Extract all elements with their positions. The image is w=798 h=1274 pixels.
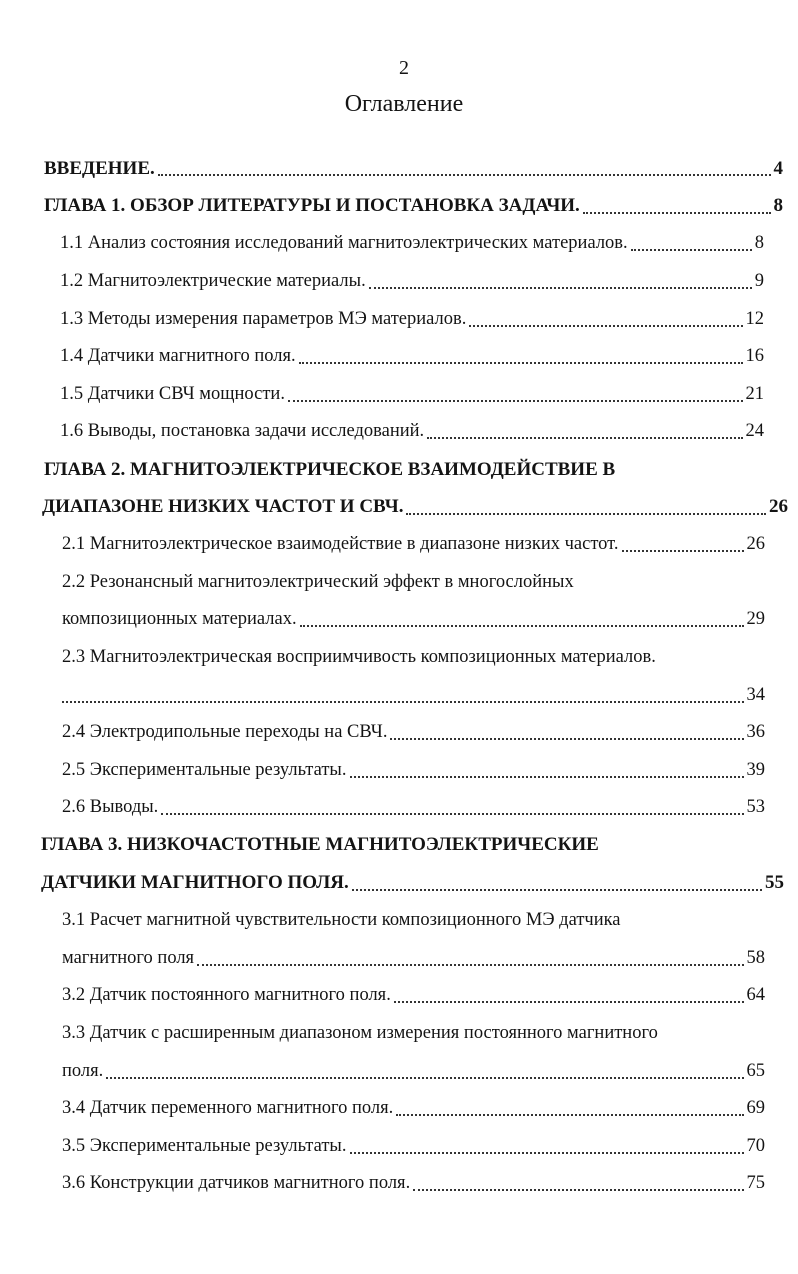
- toc-entry-text: 3.4 Датчик переменного магнитного поля.: [62, 1098, 394, 1119]
- toc-entry-page: 21: [745, 383, 764, 404]
- toc-entry-text: ДАТЧИКИ МАГНИТНОГО ПОЛЯ.: [41, 872, 349, 894]
- toc-entry-1-1[interactable]: [0, 225, 798, 263]
- dot-leader: [396, 1113, 743, 1116]
- toc-title: Оглавление: [344, 91, 464, 117]
- toc-entry-page: 16: [745, 346, 764, 367]
- toc-entry-page: 34: [746, 684, 765, 705]
- dot-leader: [427, 436, 742, 439]
- table-of-contents: [0, 150, 798, 1203]
- toc-entry-page: 70: [746, 1135, 765, 1156]
- toc-entry-text: 2.1 Магнитоэлектрическое взаимодействие в диапазоне низких частот.: [62, 534, 619, 555]
- toc-entry-1-3[interactable]: [0, 300, 798, 338]
- toc-entry-text: 1.5 Датчики СВЧ мощности.: [60, 383, 285, 404]
- dot-leader: [394, 1000, 744, 1003]
- toc-entry-page: 29: [746, 609, 765, 630]
- toc-entry-text: 2.3 Магнитоэлектрическая восприимчивость композиционных материалов.: [62, 647, 656, 668]
- toc-entry-text: 1.1 Анализ состояния исследований магнитоэлектрических материалов.: [60, 233, 628, 254]
- dot-leader: [288, 399, 743, 402]
- toc-entry-text: 3.2 Датчик постоянного магнитного поля.: [62, 985, 391, 1006]
- dot-leader: [197, 963, 743, 966]
- toc-entry-page: 8: [773, 195, 783, 217]
- toc-entry-3-5[interactable]: [0, 1127, 798, 1165]
- toc-entry-text: 1.3 Методы измерения параметров МЭ материалов.: [60, 308, 467, 329]
- dot-leader: [350, 1151, 744, 1154]
- toc-entry-chapter-2-line1[interactable]: [0, 451, 798, 489]
- toc-entry-text: поля.: [62, 1060, 104, 1081]
- toc-entry-page: 69: [746, 1098, 765, 1119]
- toc-entry-2-6[interactable]: [0, 789, 798, 827]
- dot-leader: [390, 737, 743, 740]
- dot-leader: [350, 775, 744, 778]
- toc-entry-page: 55: [765, 872, 784, 894]
- dot-leader: [406, 512, 766, 515]
- dot-leader: [299, 361, 743, 364]
- toc-entry-chapter-3-line2[interactable]: [0, 864, 798, 902]
- toc-entry-text: 3.6 Конструкции датчиков магнитного поля.: [62, 1173, 411, 1194]
- toc-entry-page: 75: [746, 1173, 765, 1194]
- toc-entry-text: магнитного поля: [62, 947, 195, 968]
- toc-entry-text: 1.4 Датчики магнитного поля.: [60, 346, 296, 367]
- toc-entry-2-5[interactable]: [0, 752, 798, 790]
- dot-leader: [413, 1188, 743, 1191]
- dot-leader: [161, 812, 743, 815]
- toc-entry-2-1[interactable]: [0, 526, 798, 564]
- toc-entry-page: 65: [746, 1060, 765, 1081]
- toc-entry-text: 1.6 Выводы, постановка задачи исследований.: [60, 421, 425, 442]
- toc-entry-text: 2.2 Резонансный магнитоэлектрический эффект в многослойных: [62, 571, 574, 592]
- toc-entry-2-2-line1[interactable]: [0, 564, 798, 602]
- toc-entry-1-2[interactable]: [0, 263, 798, 301]
- toc-entry-page: 8: [754, 233, 764, 254]
- page-number: 2: [399, 57, 409, 79]
- toc-entry-2-3-line2[interactable]: [0, 676, 798, 714]
- dot-leader: [300, 624, 744, 627]
- dot-leader: [106, 1076, 743, 1079]
- toc-entry-page: 58: [746, 947, 765, 968]
- toc-entry-text: 2.4 Электродипольные переходы на СВЧ.: [62, 722, 388, 743]
- toc-entry-page: 26: [769, 496, 788, 518]
- toc-entry-1-6[interactable]: [0, 413, 798, 451]
- toc-entry-page: 53: [746, 797, 765, 818]
- dot-leader: [158, 173, 771, 176]
- toc-entry-text: 3.1 Расчет магнитной чувствительности композиционного МЭ датчика: [62, 910, 621, 931]
- dot-leader: [369, 286, 752, 289]
- toc-entry-text: 2.5 Экспериментальные результаты.: [62, 759, 347, 780]
- toc-entry-3-3-line2[interactable]: [0, 1052, 798, 1090]
- toc-entry-text: ВВЕДЕНИЕ.: [44, 157, 155, 179]
- toc-entry-page: 4: [773, 157, 783, 179]
- toc-entry-page: 26: [746, 534, 765, 555]
- toc-entry-chapter-2-line2[interactable]: [0, 488, 798, 526]
- toc-entry-introduction[interactable]: [0, 150, 798, 188]
- toc-entry-text: 3.3 Датчик с расширенным диапазоном измерения постоянного магнитного: [62, 1022, 658, 1043]
- toc-entry-text: ДИАПАЗОНЕ НИЗКИХ ЧАСТОТ И СВЧ.: [42, 496, 404, 518]
- toc-entry-1-5[interactable]: [0, 376, 798, 414]
- dot-leader: [352, 888, 762, 891]
- toc-entry-text: композиционных материалах.: [62, 609, 297, 630]
- toc-entry-2-4[interactable]: [0, 714, 798, 752]
- toc-entry-chapter-3-line1[interactable]: [0, 827, 798, 865]
- dot-leader: [622, 549, 744, 552]
- toc-entry-3-4[interactable]: [0, 1090, 798, 1128]
- toc-entry-page: 39: [746, 759, 765, 780]
- toc-entry-page: 9: [754, 271, 764, 292]
- dot-leader: [62, 700, 744, 703]
- toc-entry-2-2-line2[interactable]: [0, 601, 798, 639]
- toc-entry-page: 24: [745, 421, 764, 442]
- toc-entry-text: 3.5 Экспериментальные результаты.: [62, 1135, 347, 1156]
- toc-entry-3-1-line2[interactable]: [0, 939, 798, 977]
- toc-entry-2-3-line1[interactable]: [0, 639, 798, 677]
- toc-entry-page: 12: [745, 308, 764, 329]
- toc-entry-3-2[interactable]: [0, 977, 798, 1015]
- dot-leader: [469, 324, 742, 327]
- toc-entry-1-4[interactable]: [0, 338, 798, 376]
- toc-entry-3-6[interactable]: [0, 1165, 798, 1203]
- toc-entry-text: ГЛАВА 3. НИЗКОЧАСТОТНЫЕ МАГНИТОЭЛЕКТРИЧЕСКИЕ: [41, 834, 599, 856]
- toc-entry-text: 2.6 Выводы.: [62, 797, 159, 818]
- toc-entry-3-1-line1[interactable]: [0, 902, 798, 940]
- toc-entry-text: ГЛАВА 2. МАГНИТОЭЛЕКТРИЧЕСКОЕ ВЗАИМОДЕЙСТВИЕ В: [44, 458, 616, 480]
- toc-entry-chapter-1[interactable]: [0, 188, 798, 226]
- toc-entry-3-3-line1[interactable]: [0, 1015, 798, 1053]
- toc-entry-page: 64: [746, 985, 765, 1006]
- toc-entry-text: 1.2 Магнитоэлектрические материалы.: [60, 271, 366, 292]
- toc-entry-page: 36: [746, 722, 765, 743]
- dot-leader: [583, 211, 771, 214]
- toc-entry-text: ГЛАВА 1. ОБЗОР ЛИТЕРАТУРЫ И ПОСТАНОВКА ЗАДАЧИ.: [44, 195, 580, 217]
- dot-leader: [631, 248, 752, 251]
